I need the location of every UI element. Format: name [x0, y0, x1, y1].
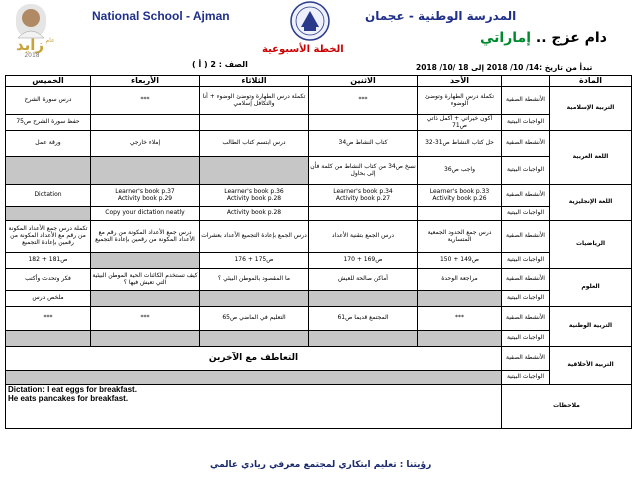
cell-science-wed-homework [91, 291, 200, 307]
table-row [6, 307, 632, 331]
cell-math-sun-activity: درس جمع الحدود الجمعية المتسارية [418, 221, 502, 253]
weekly-plan-title: الخطة الأسبوعية [262, 44, 344, 55]
notes-content [6, 385, 502, 429]
header-sunday: الأحد [418, 76, 502, 87]
cell-english-wed-activity: Learner's book p.37 Activity book p.29 [91, 185, 200, 207]
cell-english-thu-activity: Dictation [6, 185, 91, 207]
cell-national-tue-activity: التعليم في الماضي ص65 [200, 307, 309, 331]
uae-slogan: دام عزج .. إماراتي [480, 30, 607, 46]
table-row [6, 115, 632, 131]
cell-islamic-mon-activity: *** [309, 87, 418, 115]
year-of-zayed-logo [6, 2, 58, 58]
cell-moral-homework [6, 371, 502, 385]
school-vision: رؤيتنا : تعليم ابتكاري لمجتمع معرفي ريادي عالمي [210, 460, 432, 470]
cell-english-mon-homework [309, 207, 418, 221]
cell-islamic-thu-activity: درس سورة الشرح [6, 87, 91, 115]
header-monday: الاثنين [309, 76, 418, 87]
svg-text:2018: 2018 [24, 52, 40, 58]
cell-islamic-wed-homework [91, 115, 200, 131]
cell-arabic-mon-activity: كتاب النشاط ص34 [309, 131, 418, 157]
activities-label: الأنشطة الصفية [502, 347, 550, 371]
homework-label: الواجبات البيتية [502, 291, 550, 307]
cell-islamic-tue-homework [200, 115, 309, 131]
homework-label: الواجبات البيتية [502, 115, 550, 131]
school-emblem-icon [283, 1, 337, 43]
cell-math-mon-homework: ص169 + 170 [309, 253, 418, 269]
table-row [6, 331, 632, 347]
cell-islamic-thu-homework: حفظ سورة الشرح ص75 [6, 115, 91, 131]
cell-national-wed-activity: *** [91, 307, 200, 331]
table-row [6, 207, 632, 221]
header-subject: المادة [550, 76, 632, 87]
cell-science-thu-homework: ملخص درس [6, 291, 91, 307]
cell-moral-activity: التعاطف مع الآخرين [6, 347, 502, 371]
page-header [0, 0, 640, 60]
subject-math: الرياضيات [550, 221, 632, 269]
cell-english-mon-activity: Learner's book p.34 Activity book p.27 [309, 185, 418, 207]
cell-science-thu-activity: فكر وتحدث وأكتب [6, 269, 91, 291]
cell-islamic-tue-activity: تكملة درس الطهارة وتوضئ الوضوء + أنا والتكافل إسلامي [200, 87, 309, 115]
svg-text:زايد: زايد [15, 36, 45, 54]
table-row [6, 371, 632, 385]
table-row [6, 291, 632, 307]
header-thursday: الخميس [6, 76, 91, 87]
cell-islamic-sun-activity: تكملة درس الطهارة وتوضئ الوضوء [418, 87, 502, 115]
notes-label: ملاحظات [502, 385, 632, 429]
table-row [6, 157, 632, 185]
subject-islamic: التربية الإسلامية [550, 87, 632, 131]
cell-science-mon-activity: أماكن صالحة للعيش [309, 269, 418, 291]
cell-arabic-sun-activity: حل كتاب النشاط ص31-32 [418, 131, 502, 157]
cell-islamic-sun-homework: أكون خيراتي + أكمل ذاتي ص71 [418, 115, 502, 131]
cell-math-thu-activity: تكملة درس جمع الأعداد المكونة من رقم مع الأعداد المكونة من رقمين بإعادة التجميع [6, 221, 91, 253]
header-type [502, 76, 550, 87]
cell-science-tue-homework [200, 291, 309, 307]
table-header-row [6, 76, 632, 87]
grade-label: الصف : 2 ( أ ) [192, 60, 248, 69]
activities-label: الأنشطة الصفية [502, 87, 550, 115]
cell-math-wed-activity: درس جمع الأعداد المكونة من رقم مع الأعداد المكونة من رقمين بإعادة التجميع [91, 221, 200, 253]
cell-national-wed-homework [91, 331, 200, 347]
table-row [6, 185, 632, 207]
date-range: تبدأ من تاريخ :14/ 10/ 2018 إلى 18 /10/ 2018 [416, 63, 593, 72]
cell-english-tue-homework: Activity book p.28 [200, 207, 309, 221]
homework-label: الواجبات البيتية [502, 371, 550, 385]
cell-national-mon-activity: المجتمع قديما ص61 [309, 307, 418, 331]
cell-math-tue-homework: ص175 + 176 [200, 253, 309, 269]
cell-arabic-wed-activity: إملاء خارجي [91, 131, 200, 157]
table-row [6, 269, 632, 291]
cell-science-tue-activity: ما المقصود بالموطن البيئي ؟ [200, 269, 309, 291]
subject-science: العلوم [550, 269, 632, 307]
cell-science-wed-activity: كيف تستخدم الكائنات الحية الموطن البيئية التي تعيش فيها ؟ [91, 269, 200, 291]
cell-arabic-thu-activity: ورقة عمل [6, 131, 91, 157]
cell-english-thu-homework [6, 207, 91, 221]
table-row [6, 87, 632, 115]
header-tuesday: الثلاثاء [200, 76, 309, 87]
table-row [6, 253, 632, 269]
cell-english-sun-activity: Learner's book p.33 Activity book p.26 [418, 185, 502, 207]
cell-english-wed-homework: Copy your dictation neatly [91, 207, 200, 221]
table-row [6, 347, 632, 371]
cell-english-sun-homework [418, 207, 502, 221]
homework-label: الواجبات البيتية [502, 157, 550, 185]
activities-label: الأنشطة الصفية [502, 221, 550, 253]
weekly-plan-table [5, 75, 632, 429]
subject-english: اللغة الإنجليزية [550, 185, 632, 221]
activities-label: الأنشطة الصفية [502, 307, 550, 331]
cell-arabic-tue-homework [200, 157, 309, 185]
cell-math-wed-homework [91, 253, 200, 269]
cell-math-mon-activity: درس الجمع بتقنية الأعداد [309, 221, 418, 253]
cell-national-thu-activity: *** [6, 307, 91, 331]
cell-national-mon-homework [309, 331, 418, 347]
subject-national: التربية الوطنية [550, 307, 632, 347]
cell-science-mon-homework [309, 291, 418, 307]
cell-english-tue-activity: Learner's book p.36 Activity book p.28 [200, 185, 309, 207]
homework-label: الواجبات البيتية [502, 331, 550, 347]
cell-arabic-thu-homework [6, 157, 91, 185]
cell-arabic-wed-homework [91, 157, 200, 185]
homework-label: الواجبات البيتية [502, 253, 550, 269]
cell-science-sun-homework [418, 291, 502, 307]
subject-moral: التربية الأخلاقية [550, 347, 632, 385]
school-name-en: National School - Ajman [92, 9, 230, 23]
cell-math-sun-homework: ص149 + 150 [418, 253, 502, 269]
activities-label: الأنشطة الصفية [502, 185, 550, 207]
subject-arabic: اللغة العربية [550, 131, 632, 185]
cell-islamic-mon-homework [309, 115, 418, 131]
notes-line: He eats pancakes for breakfast. [8, 394, 129, 404]
cell-arabic-mon-homework: نسخ ص34 من كتاب النشاط من كلمة فأن إلى بحاول [309, 157, 418, 185]
table-row [6, 131, 632, 157]
activities-label: الأنشطة الصفية [502, 269, 550, 291]
notes-line: Dictation: I eat eggs for breakfast. [8, 385, 137, 394]
svg-text:عام: عام [45, 37, 55, 44]
header-wednesday: الأربعاء [91, 76, 200, 87]
cell-islamic-wed-activity: *** [91, 87, 200, 115]
activities-label: الأنشطة الصفية [502, 131, 550, 157]
cell-math-thu-homework: ص181 + 182 [6, 253, 91, 269]
school-name-ar: المدرسة الوطنية - عجمان [365, 9, 517, 23]
table-row [6, 221, 632, 253]
cell-national-sun-homework [418, 331, 502, 347]
cell-national-thu-homework [6, 331, 91, 347]
cell-national-tue-homework [200, 331, 309, 347]
homework-label: الواجبات البيتية [502, 207, 550, 221]
cell-math-tue-activity: درس الجمع بإعادة التجميع الأعداد بعشرات [200, 221, 309, 253]
cell-arabic-sun-homework: واجب ص36 [418, 157, 502, 185]
cell-national-sun-activity: *** [418, 307, 502, 331]
cell-science-sun-activity: مراجعة الوحدة [418, 269, 502, 291]
notes-row [6, 385, 632, 429]
cell-arabic-tue-activity: درس ابتسم كتاب الطالب [200, 131, 309, 157]
